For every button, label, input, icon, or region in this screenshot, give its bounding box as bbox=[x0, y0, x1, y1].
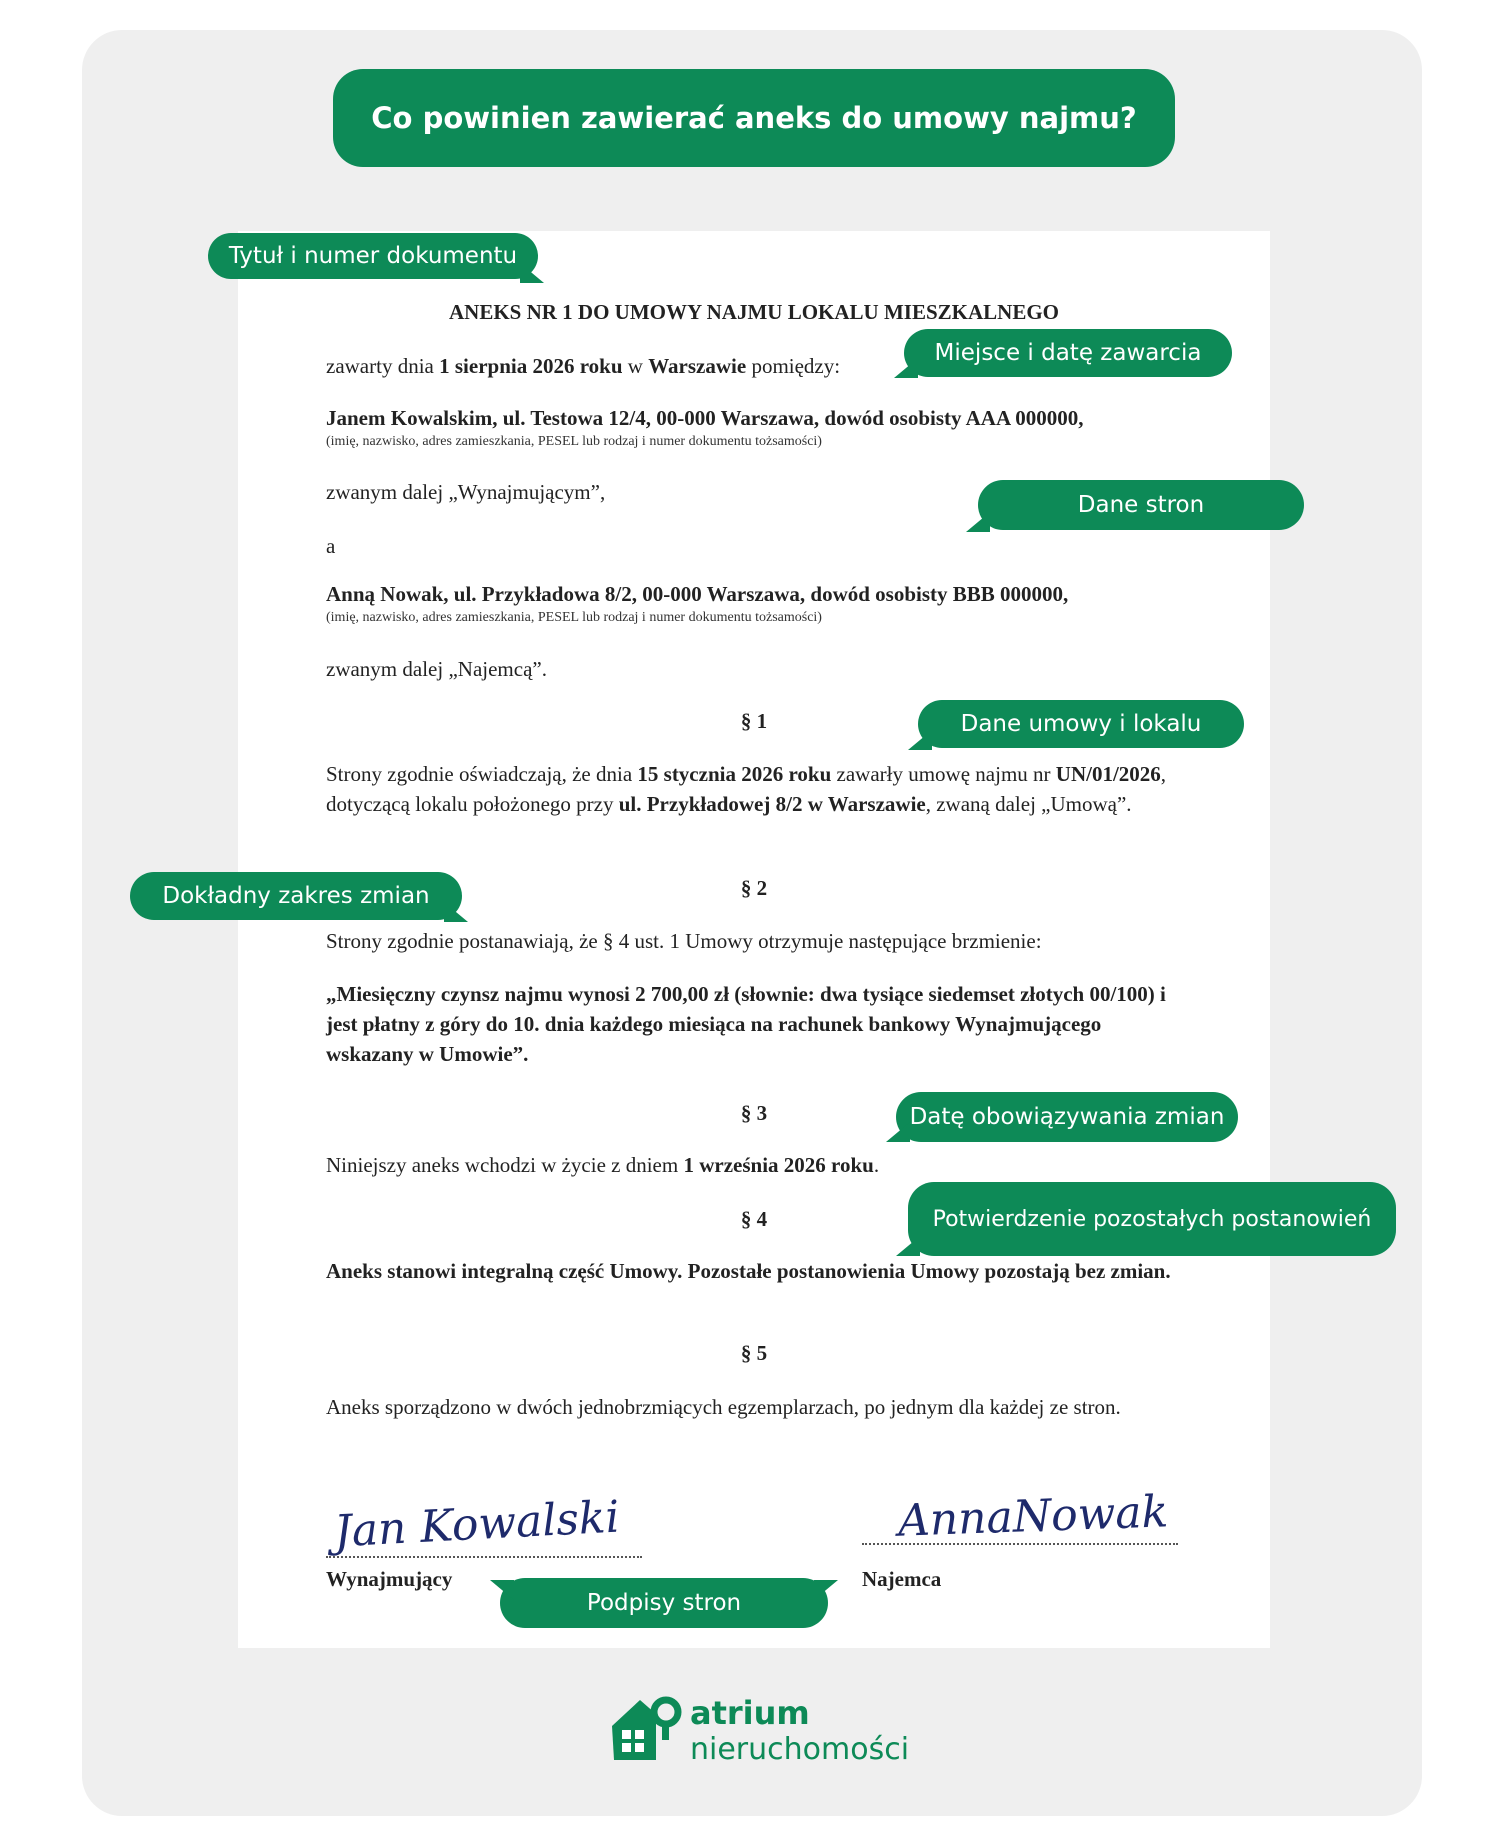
callout-title-tail bbox=[520, 263, 544, 283]
intro-line: zawarty dnia 1 sierpnia 2026 roku w Warszawie pomiędzy: bbox=[326, 354, 841, 378]
callout-scope-tail bbox=[444, 902, 468, 922]
signature-line-tenant bbox=[862, 1543, 1178, 1545]
callout-parties-tail bbox=[966, 512, 990, 532]
callout-effective-tail bbox=[886, 1122, 910, 1142]
section-2-heading: § 2 bbox=[740, 876, 768, 900]
signature-tenant: AnnaNowak bbox=[897, 1486, 1170, 1547]
document-title: ANEKS NR 1 DO UMOWY NAJMU LOKALU MIESZKALNEGO bbox=[448, 300, 1059, 324]
callout-contract: Dane umowy i lokalu bbox=[918, 700, 1244, 748]
document-page bbox=[238, 231, 1270, 1648]
section-3-heading: § 3 bbox=[740, 1101, 768, 1125]
house-key-icon bbox=[608, 1690, 684, 1766]
party2-details: Anną Nowak, ul. Przykładowa 8/2, 00-000 Warszawa, dowód osobisty BBB 000000, bbox=[326, 582, 1069, 606]
signature-label-tenant: Najemca bbox=[862, 1567, 942, 1591]
logo-line-1: atrium bbox=[690, 1694, 810, 1732]
callout-confirm: Potwierdzenie pozostałych postanowień bbox=[908, 1182, 1396, 1256]
party1-details: Janem Kowalskim, ul. Testowa 12/4, 00-000 Warszawa, dowód osobisty AAA 000000, bbox=[326, 406, 1084, 430]
conjunction: a bbox=[326, 534, 336, 558]
callout-place-date-tail bbox=[894, 358, 918, 378]
callout-signatures-tail-right bbox=[814, 1580, 838, 1600]
section-4-heading: § 4 bbox=[740, 1207, 768, 1231]
section-5-heading: § 5 bbox=[740, 1341, 768, 1365]
brand-logo bbox=[608, 1690, 908, 1770]
section-2-quote: „Miesięczny czynsz najmu wynosi 2 700,00 zł (słownie: dwa tysiące siedemset złotych 00/100) i jest płatny z góry do 10. dnia każdego miesiąca na rachunek bankowy Wynajmującego wskazany w Umowie”. bbox=[326, 982, 1166, 1066]
signature-line-landlord bbox=[326, 1556, 642, 1558]
callout-confirm-tail bbox=[896, 1236, 920, 1256]
callout-effective: Datę obowiązywania zmian bbox=[896, 1092, 1238, 1142]
callout-contract-tail bbox=[908, 730, 932, 750]
party1-note: (imię, nazwisko, adres zamieszkania, PESEL lub rodzaj i numer dokumentu tożsamości) bbox=[326, 434, 822, 449]
party2-note: (imię, nazwisko, adres zamieszkania, PESEL lub rodzaj i numer dokumentu tożsamości) bbox=[326, 610, 822, 625]
callout-parties: Dane stron bbox=[978, 480, 1304, 530]
party1-alias: zwanym dalej „Wynajmującym”, bbox=[326, 480, 606, 504]
section-2-text: Strony zgodnie postanawiają, że § 4 ust. 1 Umowy otrzymuje następujące brzmienie: bbox=[326, 929, 1042, 953]
callout-scope: Dokładny zakres zmian bbox=[130, 872, 462, 920]
callout-title: Tytuł i numer dokumentu bbox=[208, 233, 538, 279]
callout-place-date: Miejsce i datę zawarcia bbox=[904, 329, 1232, 377]
logo-line-2: nieruchomości bbox=[690, 1732, 910, 1767]
signature-label-landlord: Wynajmujący bbox=[326, 1567, 453, 1591]
section-3-text: Niniejszy aneks wchodzi w życie z dniem 1 września 2026 roku. bbox=[326, 1153, 880, 1177]
party2-alias: zwanym dalej „Najemcą”. bbox=[326, 657, 547, 681]
section-1-heading: § 1 bbox=[740, 709, 768, 733]
signature-landlord: Jan Kowalski bbox=[332, 1491, 621, 1558]
section-5-text: Aneks sporządzono w dwóch jednobrzmiących egzemplarzach, po jednym dla każdej ze stron. bbox=[326, 1395, 1121, 1419]
section-1-text: Strony zgodnie oświadczają, że dnia 15 stycznia 2026 roku zawarły umowę najmu nr UN/01/2026, dotyczącą lokalu położonego przy ul. Przykładowej 8/2 w Warszawie, zwaną dalej „Umową”. bbox=[326, 762, 1167, 816]
callout-signatures-tail-left bbox=[490, 1580, 514, 1600]
page-title: Co powinien zawierać aneks do umowy najmu? bbox=[333, 69, 1175, 167]
callout-signatures: Podpisy stron bbox=[500, 1578, 828, 1628]
section-4-text: Aneks stanowi integralną część Umowy. Pozostałe postanowienia Umowy pozostają bez zmian. bbox=[326, 1259, 1171, 1283]
